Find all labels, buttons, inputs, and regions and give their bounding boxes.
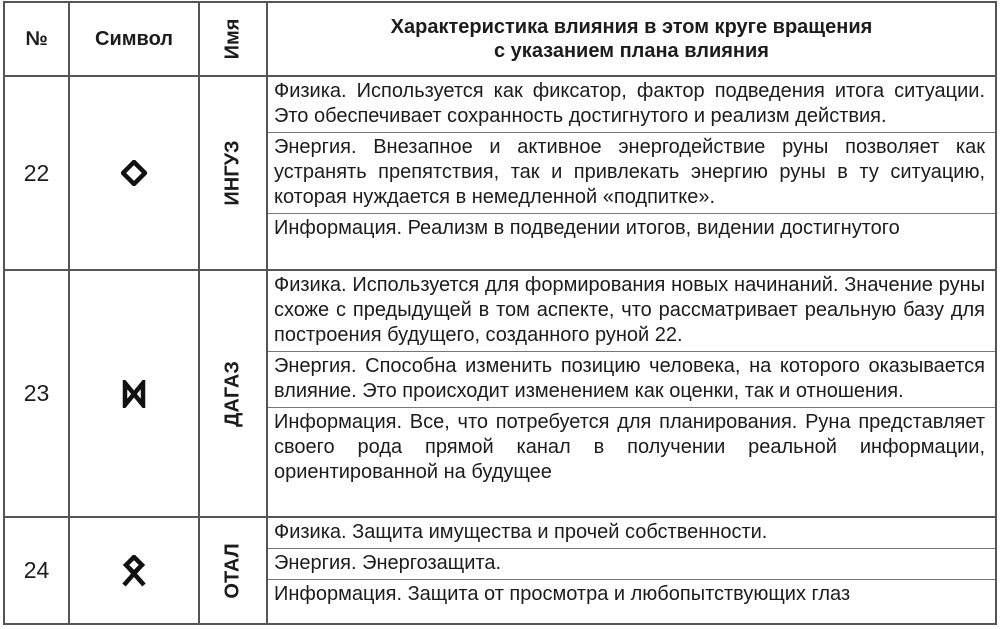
information-text: Информация. Реализм в подведении итогов, видении достигнутого: [268, 213, 995, 244]
energy-text: Энергия. Способна изменить позицию человека, на которого оказывается влияние. Это происходит изменением как оценки, так и отношения.: [268, 351, 995, 407]
ingwaz-rune-icon: [121, 160, 147, 186]
physics-text: Физика. Защита имущества и прочей собственности.: [274, 521, 768, 543]
header-characteristic: [267, 2, 996, 76]
header-symbol: Символ: [69, 2, 199, 76]
rune-name: ДАГАЗ: [221, 360, 244, 427]
header-characteristic-line1: Характеристика влияния в этом круге вращения: [390, 16, 873, 38]
physics-text: Физика. Используется для формирования новых начинаний. Значение руны схоже с предыдущей в том аспекте, что рассматривает реальную базу для построения будущего, созданного руной 22.: [274, 274, 985, 346]
rune-symbol-cell: [69, 76, 199, 270]
rune-symbol-cell: [69, 270, 199, 517]
information-text: Информация. Защита от просмотра и любопытствующих глаз: [268, 579, 995, 610]
header-num: №: [4, 2, 69, 76]
rune-description: [267, 270, 996, 517]
rune-description: [267, 76, 996, 270]
energy-text: Энергия. Внезапное и активное энергодействие руны позволяет как устранять препятствия, так и привлекать энергию руны в ту ситуацию, которая нуждается в немедленной «подпитке».: [268, 132, 995, 213]
header-row: [4, 2, 996, 76]
energy-text: Энергия. Энергозащита.: [268, 548, 995, 579]
physics-text: Физика. Используется как фиксатор, фактор подведения итога ситуации. Это обеспечивает сохранность достигнутого и реализм действия.: [274, 80, 985, 127]
table-row: [4, 76, 996, 270]
rune-description: [267, 517, 996, 624]
rune-symbol-cell: [69, 517, 199, 624]
othala-rune-icon: [121, 555, 147, 587]
rune-number: 23: [4, 270, 69, 517]
table-row: [4, 517, 996, 624]
rune-number: 24: [4, 517, 69, 624]
dagaz-rune-icon: [122, 380, 146, 408]
rune-name-cell: [199, 76, 267, 270]
rune-name: ИНГУЗ: [221, 140, 244, 206]
header-name-cell: [199, 2, 267, 76]
header-characteristic-line2: с указанием плана влияния: [494, 40, 769, 62]
rune-table: [3, 1, 997, 625]
header-name: Имя: [221, 18, 244, 60]
rune-name-cell: [199, 517, 267, 624]
rune-name: ОТАЛ: [221, 542, 244, 599]
information-text: Информация. Все, что потребуется для планирования. Руна представляет своего рода прямой канал в получении реальной информации, ориентированной на будущее: [268, 407, 995, 488]
rune-name-cell: [199, 270, 267, 517]
table-row: [4, 270, 996, 517]
rune-number: 22: [4, 76, 69, 270]
